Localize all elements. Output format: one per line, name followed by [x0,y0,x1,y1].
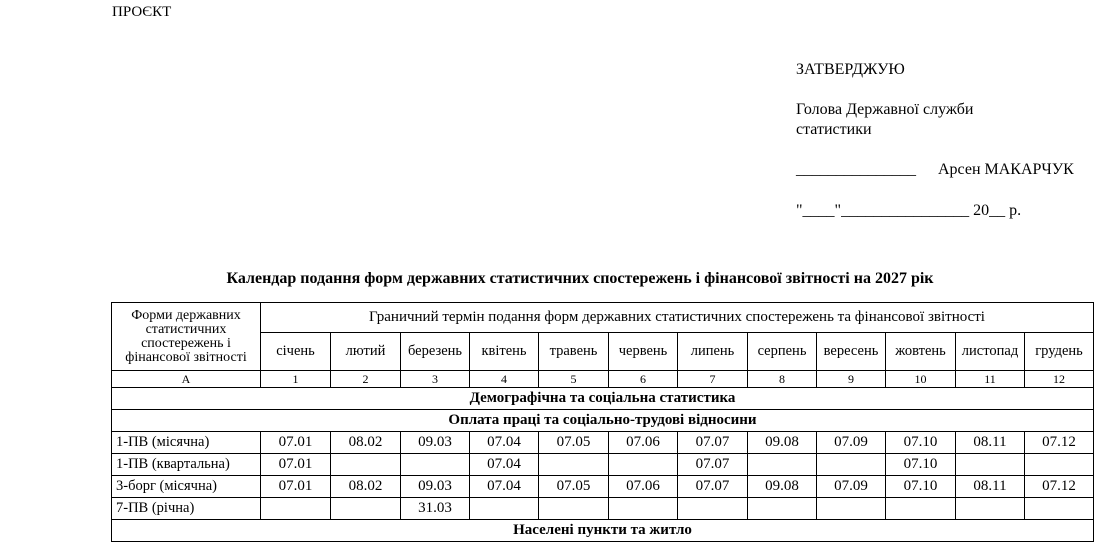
column-index: 8 [748,371,817,388]
deadline-cell [401,454,470,476]
deadline-cell [886,498,956,520]
section-heading: Оплата праці та соціально-трудові відносини [112,410,1094,432]
deadline-cell: 07.09 [817,476,886,498]
column-index: 10 [886,371,956,388]
deadline-cell: 07.04 [470,476,539,498]
deadline-cell: 08.11 [956,476,1025,498]
column-index: А [112,371,261,388]
month-header: липень [678,333,748,371]
section-row [112,388,1094,410]
month-header: листопад [956,333,1025,371]
table-row [112,476,1094,498]
deadline-cell [609,498,678,520]
deadline-cell: 07.04 [470,454,539,476]
deadline-cell: 07.10 [886,454,956,476]
month-header: грудень [1025,333,1094,371]
deadline-cell [609,454,678,476]
month-header: травень [539,333,609,371]
deadline-cell [1025,454,1094,476]
column-index: 6 [609,371,678,388]
deadline-cell: 08.02 [331,432,401,454]
deadline-cell [817,454,886,476]
deadline-cell: 08.02 [331,476,401,498]
deadline-cell: 07.06 [609,432,678,454]
deadline-cell: 07.04 [470,432,539,454]
deadline-cell [470,498,539,520]
forms-header-line: спостережень і [141,335,231,351]
month-header: січень [261,333,331,371]
deadline-cell: 09.03 [401,432,470,454]
column-index: 9 [817,371,886,388]
month-header: жовтень [886,333,956,371]
form-name-cell: 3-борг (місячна) [112,476,261,498]
deadline-cell [956,454,1025,476]
deadline-cell: 07.12 [1025,476,1094,498]
deadline-cell [748,498,817,520]
month-header: березень [401,333,470,371]
forms-column-header [112,303,261,371]
month-header: серпень [748,333,817,371]
deadline-cell [331,454,401,476]
section-heading: Демографічна та соціальна статистика [112,388,1094,410]
deadline-cell [261,498,331,520]
deadline-cell [956,498,1025,520]
deadline-cell: 07.01 [261,454,331,476]
deadline-cell [817,498,886,520]
deadline-cell [539,498,609,520]
forms-header-line: Форми державних [131,307,241,323]
deadline-cell: 07.07 [678,454,748,476]
deadline-cell [748,454,817,476]
form-name-cell: 1-ПВ (квартальна) [112,454,261,476]
deadline-cell: 08.11 [956,432,1025,454]
project-label: ПРОЄКТ [112,4,172,20]
column-index: 2 [331,371,401,388]
deadline-cell [539,454,609,476]
column-index: 1 [261,371,331,388]
column-index: 5 [539,371,609,388]
table-row [112,498,1094,520]
form-name-cell: 7-ПВ (річна) [112,498,261,520]
date-line: "____"________________ 20__ р. [796,202,1022,219]
deadline-cell: 07.07 [678,432,748,454]
section-row [112,410,1094,432]
deadline-cell: 07.10 [886,432,956,454]
forms-header-line: статистичних [145,321,227,337]
form-name-cell: 1-ПВ (місячна) [112,432,261,454]
deadline-header: Граничний термін подання форм державних статистичних спостережень та фінансової звітності [261,303,1094,333]
document-title: Календар подання форм державних статистичних спостережень і фінансової звітності на 2027 рік [226,270,934,287]
deadline-cell: 07.01 [261,432,331,454]
column-index: 11 [956,371,1025,388]
month-header: лютий [331,333,401,371]
deadline-cell: 09.03 [401,476,470,498]
deadline-cell: 07.01 [261,476,331,498]
column-index: 3 [401,371,470,388]
deadline-cell: 07.05 [539,476,609,498]
deadline-cell [678,498,748,520]
table-row [112,432,1094,454]
deadline-cell: 07.05 [539,432,609,454]
signatory-name: Арсен МАКАРЧУК [938,161,1074,178]
deadline-cell: 09.08 [748,432,817,454]
deadline-cell [1025,498,1094,520]
deadline-cell: 07.06 [609,476,678,498]
deadline-cell: 07.09 [817,432,886,454]
forms-header-line: фінансової звітності [125,349,247,365]
table-header-row [112,303,1094,333]
approver-title-line2: статистики [796,121,872,138]
month-header: червень [609,333,678,371]
deadline-cell: 07.12 [1025,432,1094,454]
table-row [112,454,1094,476]
column-index: 4 [470,371,539,388]
approver-title-line1: Голова Державної служби [796,101,974,118]
deadline-cell [331,498,401,520]
signature-line: _______________ [796,161,916,178]
column-index: 12 [1025,371,1094,388]
index-row [112,371,1094,388]
deadline-cell: 09.08 [748,476,817,498]
month-header: вересень [817,333,886,371]
column-index: 7 [678,371,748,388]
section-row [112,520,1094,542]
deadline-cell: 31.03 [401,498,470,520]
month-header: квітень [470,333,539,371]
deadline-cell: 07.10 [886,476,956,498]
approve-label: ЗАТВЕРДЖУЮ [796,61,905,78]
calendar-table [111,302,1094,542]
section-heading: Населені пункти та житло [112,520,1094,542]
deadline-cell: 07.07 [678,476,748,498]
